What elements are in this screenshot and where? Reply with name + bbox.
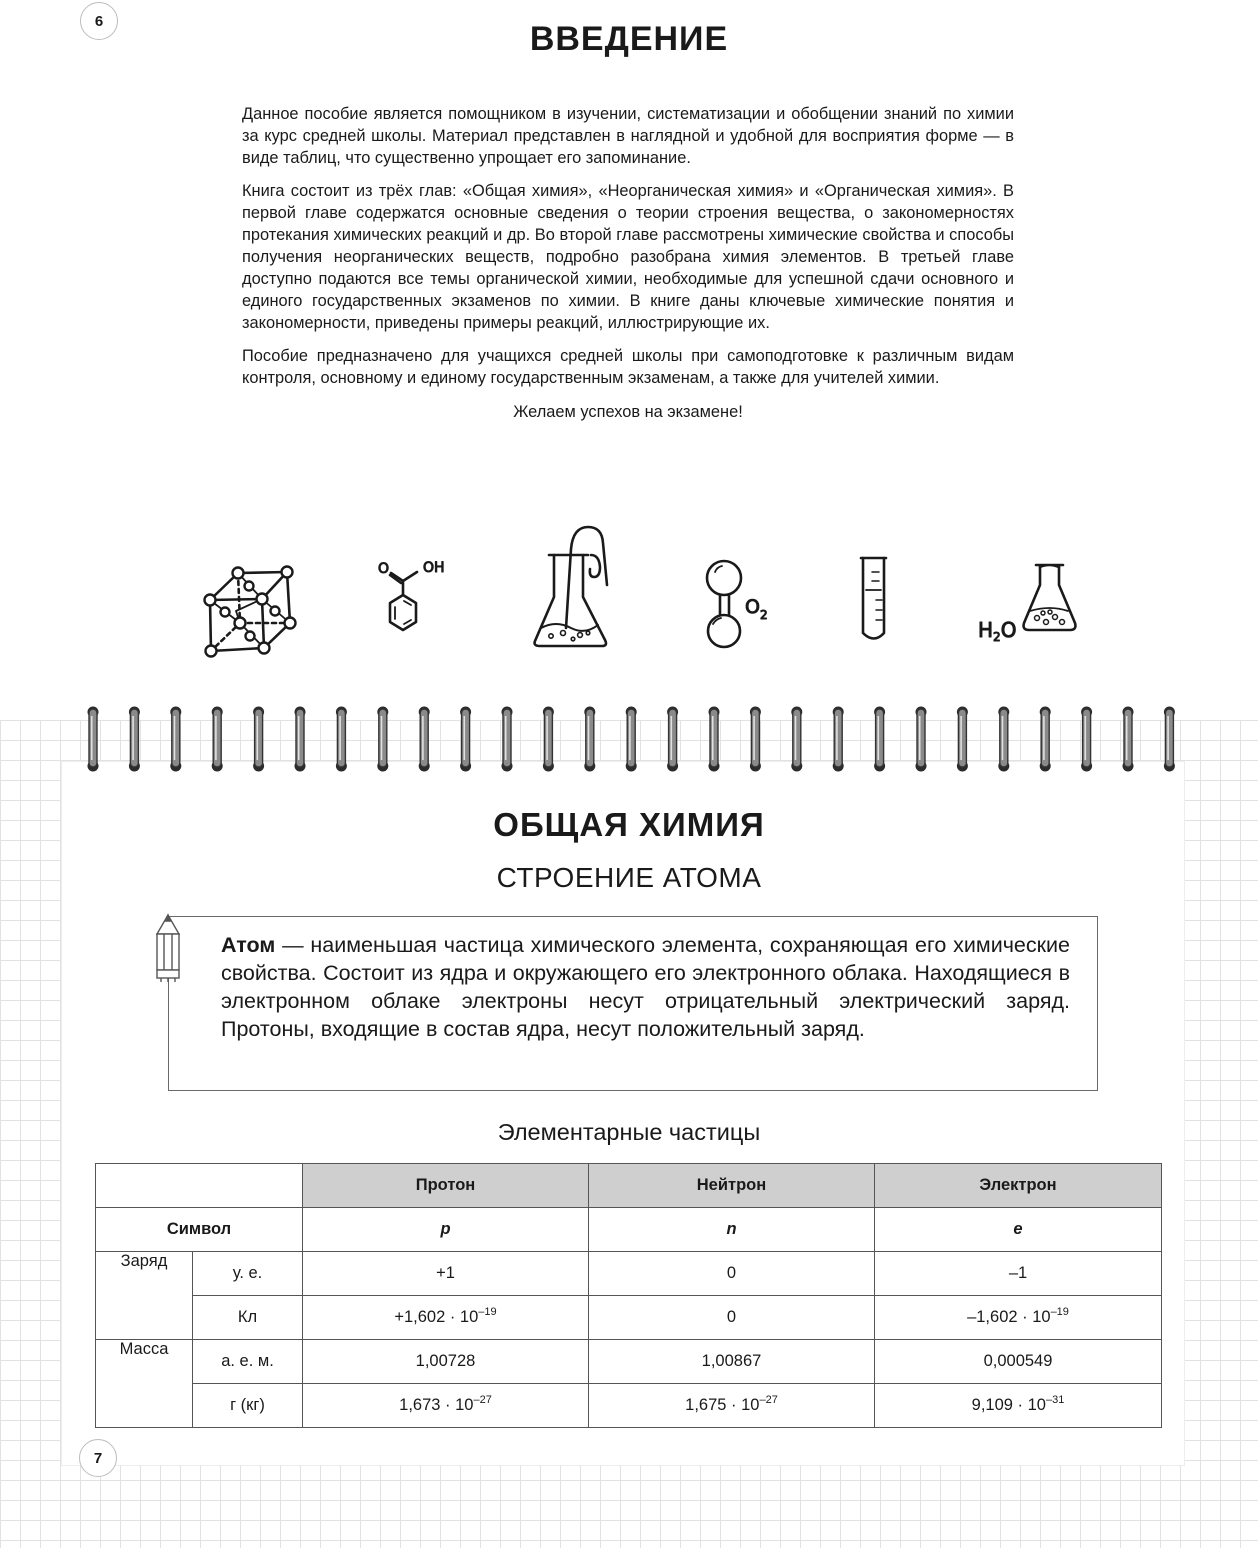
intro-paragraph: Пособие предназначено для учащихся средней школы при самоподготовке к различным видам контроля, основному и единому государственным экзаменам, а также для учителей химии. [242, 347, 1014, 387]
acid-o-label: O [378, 561, 390, 577]
binding-ring [874, 707, 885, 772]
benzoic-acid-icon [378, 560, 445, 630]
binding-ring [336, 707, 347, 772]
mass-amu-electron: 0,000549 [875, 1340, 1162, 1384]
symbol-label: Символ [96, 1208, 303, 1252]
binding-ring [998, 707, 1009, 772]
binding-ring [584, 707, 595, 772]
section-title: СТРОЕНИЕ АТОМА [496, 862, 762, 893]
pencil-icon [152, 912, 184, 984]
page-number-bottom: 7 [79, 1439, 117, 1477]
table-row [96, 1296, 1162, 1340]
chapter-title: ОБЩАЯ ХИМИЯ [493, 806, 765, 843]
mass-amu-neutron: 1,00867 [589, 1340, 875, 1384]
charge-coulomb-neutron: 0 [589, 1296, 875, 1340]
chemistry-illustrations [0, 515, 1258, 675]
water-label: $H_2O$ [978, 618, 1017, 644]
binding-ring [129, 707, 140, 772]
charge-relative-electron: –1 [875, 1252, 1162, 1296]
table-row [96, 1384, 1162, 1428]
intro-paragraph: Книга состоит из трёх глав: «Общая химия», «Неорганическая химия» и «Органическая химия». В первой главе содержатся основные сведения о теории строения вещества, о закономерностях протекания химических реакций и др. Во второй главе рассмотрены химические свойства и способы получения неорганических веществ, подробно разобрана химия элементов. В третьей главе доступно подаются все темы органической химии, необходимые для успешной сдачи основного и единого государственных экзаменов по химии. В книге даны ключевые химические понятия и закономерности, приведены примеры реакций, иллюстрирующие их. [242, 182, 1014, 332]
table-row [96, 1340, 1162, 1384]
symbol-proton: p [303, 1208, 589, 1252]
intro-text [242, 103, 1014, 434]
definition-box [168, 916, 1098, 1091]
binding-ring [1123, 707, 1134, 772]
mass-gram-electron: $9,109 \cdot 10^{-31}$ [875, 1384, 1162, 1428]
mass-gram-neutron: $1,675 \cdot 10^{-27}$ [589, 1384, 875, 1428]
binding-ring [170, 707, 181, 772]
binding-ring [419, 707, 430, 772]
binding-ring [626, 707, 637, 772]
intro-wish: Желаем успехов на экзамене! [513, 403, 743, 421]
binding-ring [253, 707, 264, 772]
binding-ring [957, 707, 968, 772]
definition-text [221, 931, 1070, 1043]
binding-ring [709, 707, 720, 772]
table-caption: Элементарные частицы [497, 1119, 761, 1145]
binding-ring [791, 707, 802, 772]
column-header-electron: Электрон [875, 1164, 1162, 1208]
definition-body: — наименьшая частица химического элемента, сохраняющая его химические свойства. Состоит из ядра и окружающего его электронного облака. Находящиеся в электронном облаке электроны несут отрицательный электрический заряд. Протоны, входящие в состав ядра, несут положительный заряд. [221, 933, 1070, 1041]
table-row [96, 1208, 1162, 1252]
binding-ring [750, 707, 761, 772]
binding-ring [1164, 707, 1175, 772]
intro-paragraph: Данное пособие является помощником в изучении, систематизации и обобщении знаний по химии за курс средней школы. Материал представлен в наглядной и удобной для восприятия форме — в виде таблиц, что существенно упрощает его запоминание. [242, 105, 1014, 167]
charge-relative-neutron: 0 [589, 1252, 875, 1296]
charge-label: Заряд [96, 1252, 193, 1340]
binding-ring [833, 707, 844, 772]
binding-ring [667, 707, 678, 772]
erlenmeyer-flask-icon [978, 565, 1075, 644]
page-number-top: 6 [80, 2, 118, 40]
binding-ring [212, 707, 223, 772]
binding-ring [295, 707, 306, 772]
charge-coulomb-electron: $-1,602 \cdot 10^{-19}$ [875, 1296, 1162, 1340]
binding-ring [1040, 707, 1051, 772]
charge-coulomb-proton: $+1,602 \cdot 10^{-19}$ [303, 1296, 589, 1340]
acid-oh-label: OH [423, 560, 445, 576]
mass-unit-amu: а. е. м. [193, 1340, 303, 1384]
binding-ring [916, 707, 927, 772]
charge-relative-proton: +1 [303, 1252, 589, 1296]
mass-gram-proton: $1,673 \cdot 10^{-27}$ [303, 1384, 589, 1428]
o2-molecule-icon [707, 561, 768, 647]
flask-with-tube-icon [535, 527, 607, 646]
binding-ring [543, 707, 554, 772]
table-row [96, 1252, 1162, 1296]
binding-ring [502, 707, 513, 772]
spiral-binding [0, 700, 1258, 780]
o2-label: $O_2$ [745, 596, 768, 622]
table-corner-cell [96, 1164, 303, 1208]
binding-ring [460, 707, 471, 772]
binding-ring [1081, 707, 1092, 772]
particles-table [95, 1163, 1162, 1428]
charge-unit-coulomb: Кл [193, 1296, 303, 1340]
mass-unit-gram: г (кг) [193, 1384, 303, 1428]
symbol-electron: e [875, 1208, 1162, 1252]
binding-ring [377, 707, 388, 772]
test-tube-icon [861, 558, 886, 639]
column-header-neutron: Нейтрон [589, 1164, 875, 1208]
definition-term: Атом [221, 933, 276, 957]
charge-unit-relative: у. е. [193, 1252, 303, 1296]
mass-label: Масса [96, 1340, 193, 1428]
symbol-neutron: n [589, 1208, 875, 1252]
binding-ring [88, 707, 99, 772]
mass-amu-proton: 1,00728 [303, 1340, 589, 1384]
column-header-proton: Протон [303, 1164, 589, 1208]
intro-title: ВВЕДЕНИЕ [529, 20, 729, 58]
crystal-lattice-icon [205, 567, 296, 657]
table-header-row [96, 1164, 1162, 1208]
